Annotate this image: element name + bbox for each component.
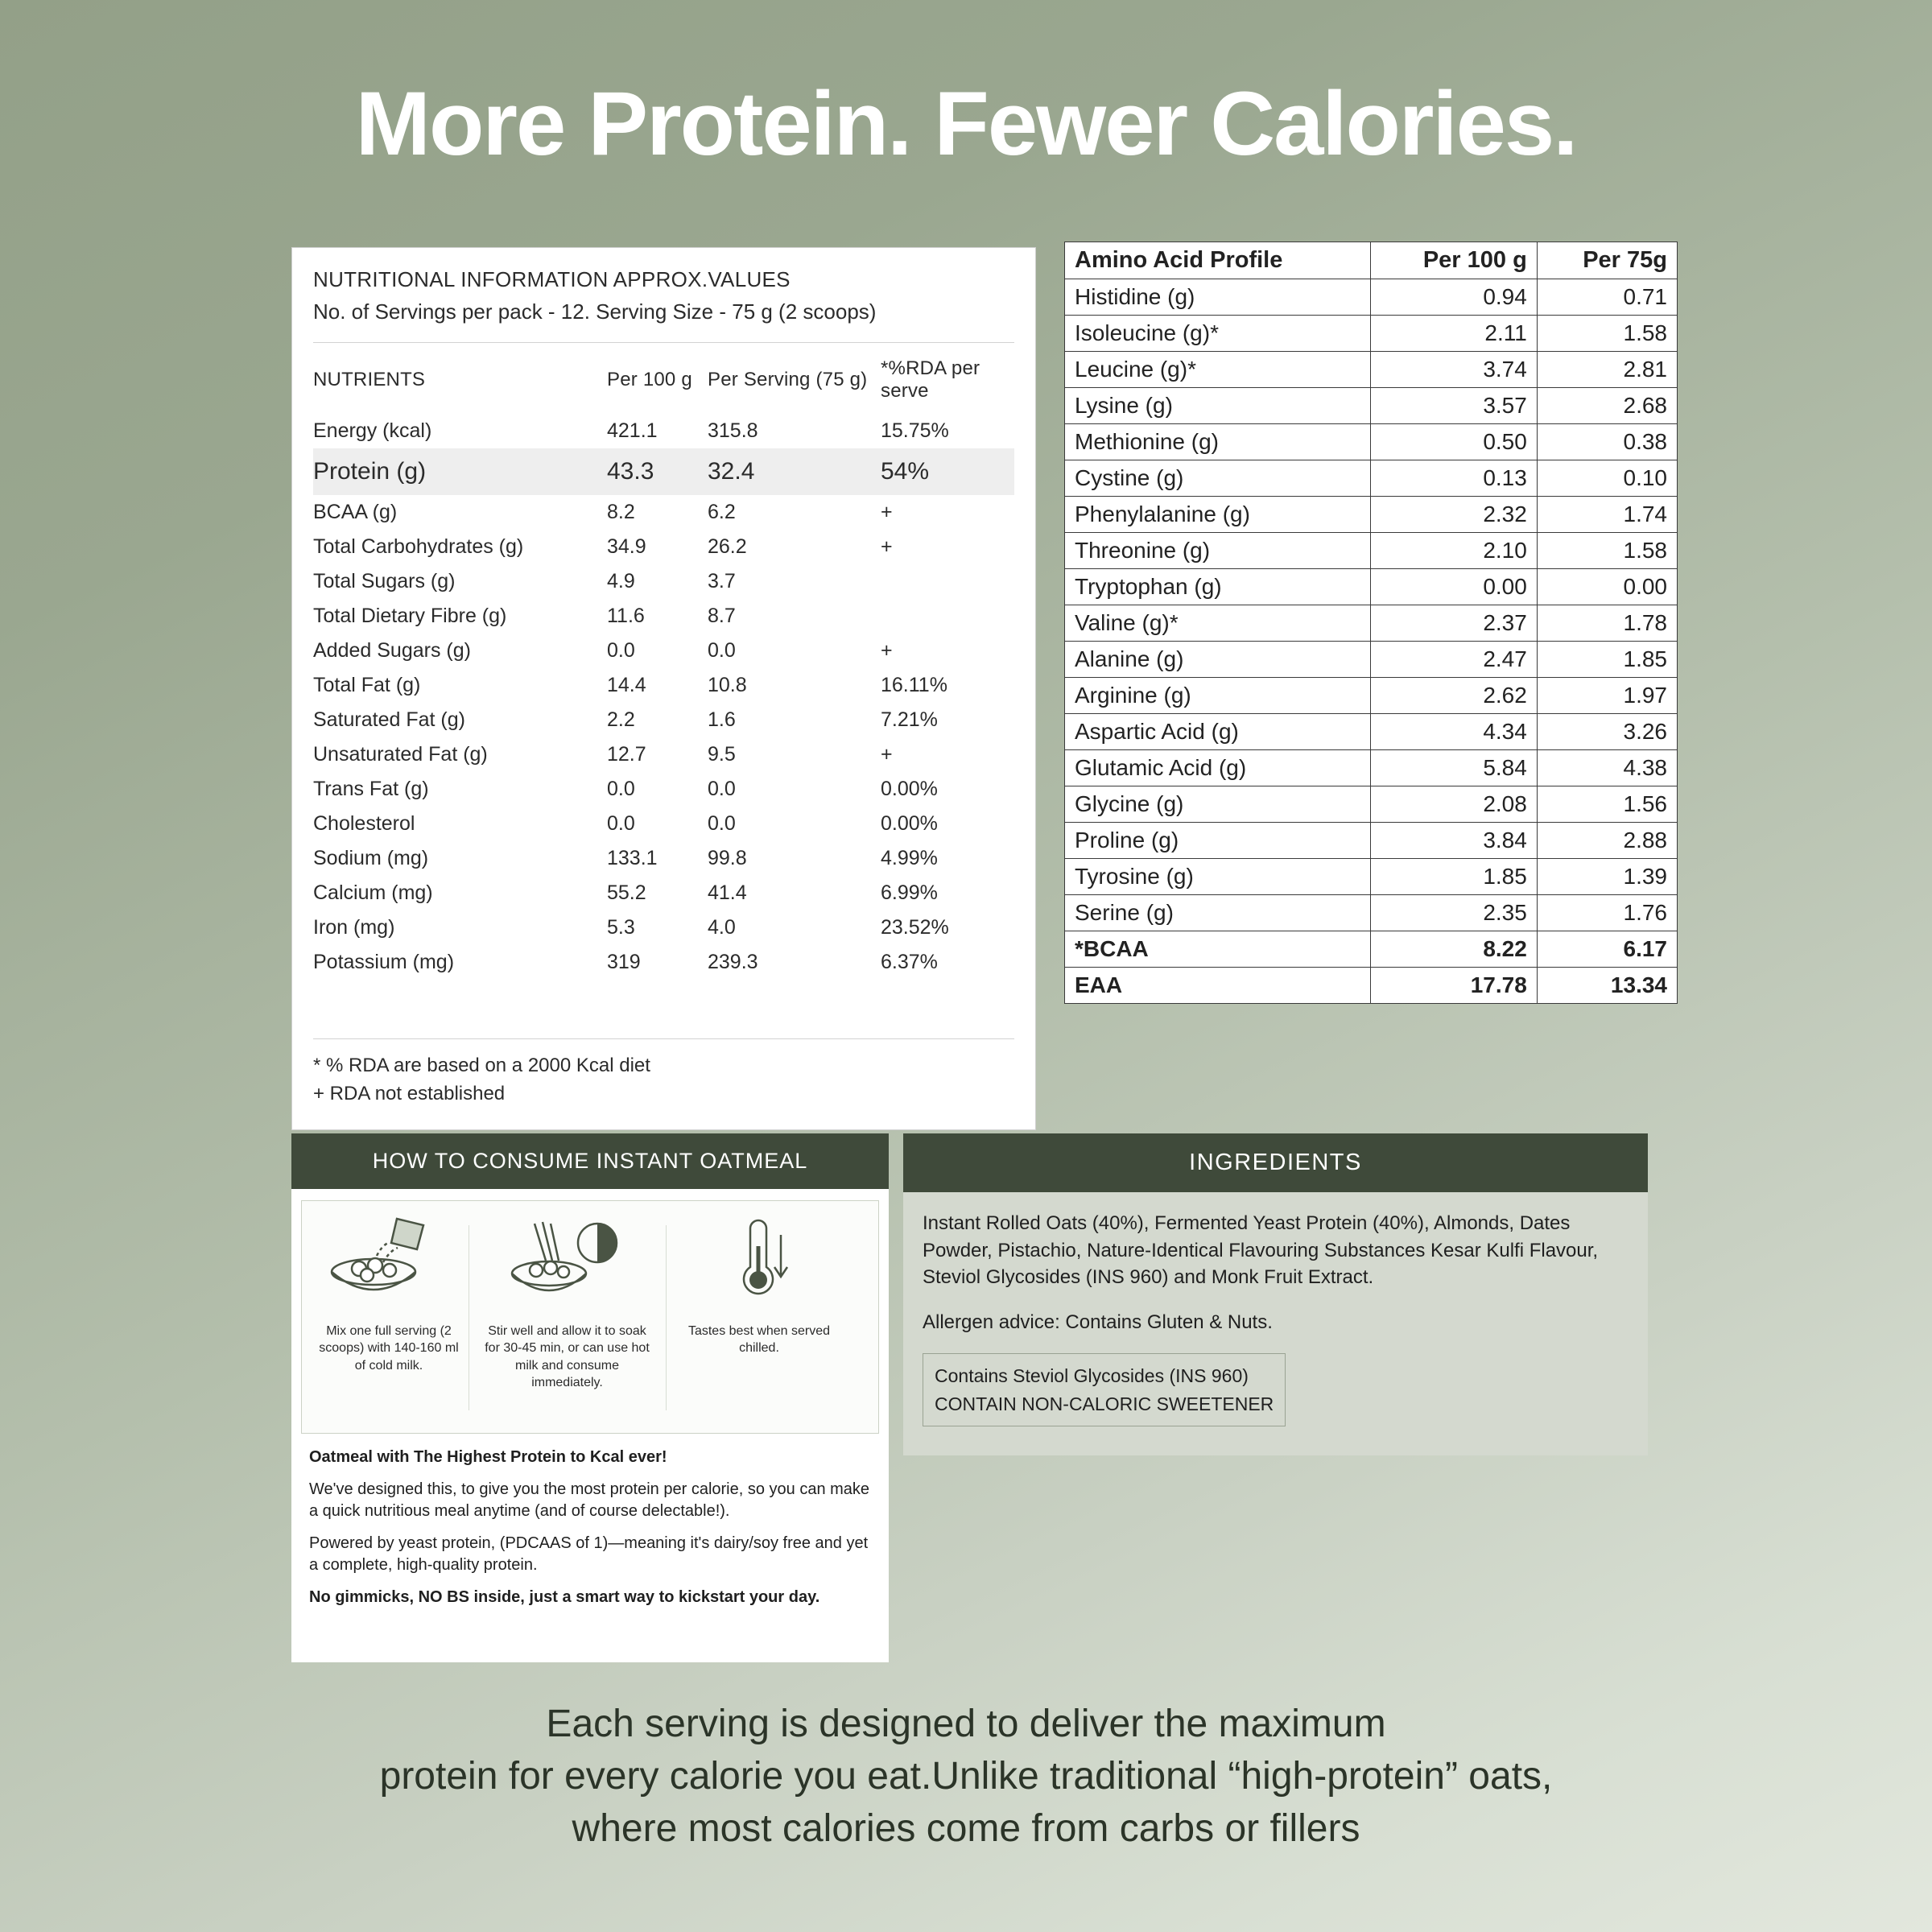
- table-row: [1065, 859, 1678, 895]
- nutrient-name: Energy (kcal): [313, 419, 432, 442]
- amino-per-100g: 2.35: [1371, 895, 1538, 931]
- nutrient-rda: 0.00%: [881, 778, 938, 800]
- amino-name: Arginine (g): [1065, 678, 1371, 714]
- table-row: [1065, 279, 1678, 316]
- step-item: [316, 1214, 461, 1374]
- ingredients-header: INGREDIENTS: [903, 1133, 1648, 1192]
- amino-per-75g: 1.85: [1537, 642, 1677, 678]
- table-row: [313, 634, 1014, 668]
- amino-name: *BCAA: [1065, 931, 1371, 968]
- nutrient-name: Total Fat (g): [313, 674, 421, 696]
- col-amino-per75: Per 75g: [1537, 242, 1677, 279]
- col-amino-profile: Amino Acid Profile: [1065, 242, 1371, 279]
- howto-paragraph: Powered by yeast protein, (PDCAAS of 1)—meaning it's dairy/soy free and yet a complete, high-quality protein.: [309, 1534, 869, 1574]
- table-row: [1065, 388, 1678, 424]
- nutrient-rda: +: [881, 743, 893, 766]
- amino-per-75g: 0.00: [1537, 569, 1677, 605]
- amino-per-75g: 1.58: [1537, 533, 1677, 569]
- nutrient-rda: 6.37%: [881, 951, 938, 973]
- page-title: More Protein. Fewer Calories.: [355, 73, 1577, 174]
- table-row: [1065, 823, 1678, 859]
- nutrient-per-100g: 14.4: [607, 674, 646, 696]
- nutrient-per-100g: 8.2: [607, 501, 635, 523]
- amino-per-75g: 1.74: [1537, 497, 1677, 533]
- nutrient-per-100g: 0.0: [607, 812, 635, 835]
- howto-paragraph: No gimmicks, NO BS inside, just a smart way to kickstart your day.: [309, 1588, 820, 1606]
- amino-per-100g: 8.22: [1371, 931, 1538, 968]
- footer-line: Each serving is designed to deliver the maximum: [546, 1703, 1386, 1745]
- ingredients-panel: [903, 1133, 1648, 1455]
- ingredients-list: Instant Rolled Oats (40%), Fermented Yeast Protein (40%), Almonds, Dates Powder, Pistachio, Nature-Identical Flavouring Substances Kesar Kulfi Flavour, Steviol Glycosides (INS 960) and Monk Fruit Extract.: [923, 1212, 1599, 1289]
- nutrition-panel: [291, 247, 1036, 1130]
- amino-per-100g: 0.00: [1371, 569, 1538, 605]
- nutrient-per-serving: 0.0: [708, 812, 736, 835]
- amino-per-75g: 2.68: [1537, 388, 1677, 424]
- amino-name: Phenylalanine (g): [1065, 497, 1371, 533]
- amino-per-100g: 0.13: [1371, 460, 1538, 497]
- amino-per-100g: 17.78: [1371, 968, 1538, 1004]
- thermometer-cold-icon: [691, 1214, 828, 1311]
- amino-per-100g: 1.85: [1371, 859, 1538, 895]
- allergen-advice: Allergen advice: Contains Gluten & Nuts.: [923, 1311, 1273, 1333]
- nutrient-rda: 0.00%: [881, 812, 938, 835]
- amino-name: Valine (g)*: [1065, 605, 1371, 642]
- amino-name: Glycine (g): [1065, 786, 1371, 823]
- table-row: [1065, 316, 1678, 352]
- amino-header-row: [1065, 242, 1678, 279]
- table-row: [1065, 569, 1678, 605]
- nutrient-per-serving: 26.2: [708, 535, 747, 558]
- nutrient-per-100g: 43.3: [607, 448, 708, 495]
- footer-text: [0, 1699, 1932, 1855]
- nutrition-title: NUTRITIONAL INFORMATION APPROX.VALUES: [313, 267, 791, 291]
- step-item: [679, 1214, 840, 1357]
- nutrient-rda: [881, 564, 1014, 599]
- table-row: [1065, 352, 1678, 388]
- step-item: [481, 1214, 654, 1392]
- nutrient-name: BCAA (g): [313, 501, 398, 523]
- sweetener-note-line1: Contains Steviol Glycosides (INS 960): [935, 1365, 1249, 1387]
- amino-per-100g: 2.10: [1371, 533, 1538, 569]
- nutrient-per-100g: 5.3: [607, 916, 635, 939]
- nutrient-rda: 54%: [881, 448, 1014, 495]
- footnote-plus: + RDA not established: [313, 1083, 506, 1105]
- col-per-serving: Per Serving (75 g): [708, 369, 868, 390]
- amino-per-100g: 2.11: [1371, 316, 1538, 352]
- step-divider: [666, 1225, 667, 1410]
- nutrition-subtitle: No. of Servings per pack - 12. Serving Size - 75 g (2 scoops): [313, 299, 877, 324]
- col-per100: Per 100 g: [607, 369, 692, 390]
- amino-acid-panel: [1064, 242, 1678, 1004]
- amino-name: Lysine (g): [1065, 388, 1371, 424]
- amino-name: Threonine (g): [1065, 533, 1371, 569]
- table-row: [1065, 424, 1678, 460]
- table-row: [1065, 786, 1678, 823]
- amino-name: Histidine (g): [1065, 279, 1371, 316]
- nutrient-rda: 16.11%: [881, 674, 947, 696]
- table-row: [313, 668, 1014, 703]
- table-row: [1065, 714, 1678, 750]
- table-row: [313, 910, 1014, 945]
- table-row: [313, 737, 1014, 772]
- amino-per-100g: 3.84: [1371, 823, 1538, 859]
- howto-paragraph: Oatmeal with The Highest Protein to Kcal ever!: [309, 1448, 667, 1466]
- nutrient-per-100g: 133.1: [607, 847, 658, 869]
- table-row: [1065, 678, 1678, 714]
- nutrient-per-serving: 0.0: [708, 639, 736, 662]
- how-to-consume-panel: [291, 1133, 889, 1662]
- col-amino-per100: Per 100 g: [1371, 242, 1538, 279]
- table-row: [313, 807, 1014, 841]
- footnote-rda: * % RDA are based on a 2000 Kcal diet: [313, 1055, 650, 1077]
- nutrient-per-serving: 41.4: [708, 881, 747, 904]
- amino-per-75g: 0.10: [1537, 460, 1677, 497]
- amino-per-100g: 3.74: [1371, 352, 1538, 388]
- amino-per-75g: 0.38: [1537, 424, 1677, 460]
- amino-acid-table: [1064, 242, 1678, 1004]
- amino-per-100g: 2.47: [1371, 642, 1538, 678]
- amino-per-75g: 2.81: [1537, 352, 1677, 388]
- nutrient-per-serving: 8.7: [708, 605, 736, 627]
- ingredients-body: [903, 1192, 1648, 1426]
- amino-per-100g: 4.34: [1371, 714, 1538, 750]
- nutrient-rda: +: [881, 535, 893, 558]
- table-row: [313, 876, 1014, 910]
- nutrient-rda: +: [881, 639, 893, 662]
- nutrient-name: Total Dietary Fibre (g): [313, 605, 507, 627]
- nutrient-per-100g: 4.9: [607, 570, 635, 592]
- table-row: [313, 448, 1014, 495]
- nutrient-per-100g: 34.9: [607, 535, 646, 558]
- col-rda: *%RDA per serve: [881, 357, 980, 402]
- nutrient-name: Total Sugars (g): [313, 570, 456, 592]
- amino-per-75g: 1.56: [1537, 786, 1677, 823]
- nutrient-name: Unsaturated Fat (g): [313, 743, 488, 766]
- amino-per-75g: 13.34: [1537, 968, 1677, 1004]
- amino-per-75g: 4.38: [1537, 750, 1677, 786]
- nutrient-name: Trans Fat (g): [313, 778, 429, 800]
- nutrient-rda: [881, 599, 1014, 634]
- table-row: [1065, 642, 1678, 678]
- step-caption: Mix one full serving (2 scoops) with 140-160 ml of cold milk.: [319, 1323, 459, 1373]
- nutrient-per-serving: 99.8: [708, 847, 747, 869]
- footer-line: protein for every calorie you eat.Unlike traditional “high-protein” oats,: [379, 1754, 1553, 1798]
- amino-name: Proline (g): [1065, 823, 1371, 859]
- howto-paragraph: We've designed this, to give you the most protein per calorie, so you can make a quick nutritious meal anytime (and of course delectable!).: [309, 1480, 870, 1520]
- nutrient-per-serving: 0.0: [708, 778, 736, 800]
- nutrient-rda: 23.52%: [881, 916, 949, 939]
- amino-name: Leucine (g)*: [1065, 352, 1371, 388]
- nutrient-name: Calcium (mg): [313, 881, 433, 904]
- nutrient-per-100g: 0.0: [607, 778, 635, 800]
- amino-per-100g: 0.50: [1371, 424, 1538, 460]
- how-to-text: [291, 1434, 889, 1608]
- amino-name: EAA: [1065, 968, 1371, 1004]
- table-row: [1065, 750, 1678, 786]
- sweetener-note-line2: CONTAIN NON-CALORIC SWEETENER: [935, 1393, 1274, 1414]
- amino-per-75g: 1.76: [1537, 895, 1677, 931]
- nutrient-per-100g: 12.7: [607, 743, 646, 766]
- amino-name: Methionine (g): [1065, 424, 1371, 460]
- amino-name: Aspartic Acid (g): [1065, 714, 1371, 750]
- table-row: [1065, 497, 1678, 533]
- stir-bowl-clock-icon: [499, 1214, 636, 1311]
- amino-per-75g: 1.78: [1537, 605, 1677, 642]
- nutrient-per-100g: 421.1: [607, 419, 658, 442]
- nutrient-per-serving: 9.5: [708, 743, 736, 766]
- nutrient-name: Iron (mg): [313, 916, 395, 939]
- amino-per-100g: 0.94: [1371, 279, 1538, 316]
- how-to-steps: [301, 1200, 879, 1434]
- table-row: [1065, 460, 1678, 497]
- table-row: [1065, 605, 1678, 642]
- nutrient-per-serving: 239.3: [708, 951, 758, 973]
- nutrient-per-100g: 2.2: [607, 708, 635, 731]
- amino-per-100g: 2.37: [1371, 605, 1538, 642]
- step-caption: Stir well and allow it to soak for 30-45 min, or can use hot milk and consume immediately.: [485, 1323, 650, 1390]
- amino-per-75g: 1.58: [1537, 316, 1677, 352]
- table-row: [1065, 895, 1678, 931]
- nutrient-rda: 7.21%: [881, 708, 938, 731]
- nutrient-rda: 6.99%: [881, 881, 938, 904]
- table-row: [313, 564, 1014, 599]
- amino-per-75g: 6.17: [1537, 931, 1677, 968]
- nutrient-name: Sodium (mg): [313, 847, 429, 869]
- table-header-row: [313, 343, 1014, 414]
- amino-per-100g: 5.84: [1371, 750, 1538, 786]
- nutrient-name: Cholesterol: [313, 812, 415, 835]
- amino-per-100g: 2.32: [1371, 497, 1538, 533]
- table-row: [1065, 533, 1678, 569]
- amino-per-75g: 2.88: [1537, 823, 1677, 859]
- nutrient-per-serving: 10.8: [708, 674, 747, 696]
- bowl-with-scoop-icon: [320, 1214, 457, 1311]
- amino-name: Alanine (g): [1065, 642, 1371, 678]
- table-row: [313, 495, 1014, 530]
- nutrient-per-100g: 319: [607, 951, 641, 973]
- how-to-consume-header: HOW TO CONSUME INSTANT OATMEAL: [291, 1133, 889, 1189]
- table-row: [313, 703, 1014, 737]
- nutrient-rda: 4.99%: [881, 847, 938, 869]
- nutrient-rda: +: [881, 501, 893, 523]
- amino-name: Isoleucine (g)*: [1065, 316, 1371, 352]
- footer-line: where most calories come from carbs or fillers: [572, 1806, 1360, 1850]
- table-row: [1065, 968, 1678, 1004]
- amino-per-75g: 0.71: [1537, 279, 1677, 316]
- nutrition-table: [313, 343, 1014, 980]
- amino-name: Serine (g): [1065, 895, 1371, 931]
- nutrient-per-100g: 0.0: [607, 639, 635, 662]
- nutrient-per-serving: 32.4: [708, 448, 881, 495]
- table-row: [313, 841, 1014, 876]
- amino-name: Tryptophan (g): [1065, 569, 1371, 605]
- footnotes: [313, 1052, 650, 1108]
- amino-per-100g: 3.57: [1371, 388, 1538, 424]
- nutrient-per-100g: 11.6: [607, 605, 645, 627]
- nutrient-name: Total Carbohydrates (g): [313, 535, 524, 558]
- table-row: [313, 530, 1014, 564]
- amino-per-100g: 2.62: [1371, 678, 1538, 714]
- table-row: [313, 599, 1014, 634]
- nutrient-name: Saturated Fat (g): [313, 708, 465, 731]
- amino-per-100g: 2.08: [1371, 786, 1538, 823]
- nutrient-per-serving: 3.7: [708, 570, 736, 592]
- amino-name: Glutamic Acid (g): [1065, 750, 1371, 786]
- amino-name: Tyrosine (g): [1065, 859, 1371, 895]
- table-row: [313, 772, 1014, 807]
- col-nutrients: NUTRIENTS: [313, 369, 426, 390]
- amino-per-75g: 3.26: [1537, 714, 1677, 750]
- table-row: [1065, 931, 1678, 968]
- nutrient-per-serving: 4.0: [708, 916, 736, 939]
- nutrient-per-100g: 55.2: [607, 881, 646, 904]
- amino-per-75g: 1.39: [1537, 859, 1677, 895]
- table-row: [313, 414, 1014, 448]
- footnote-divider: [313, 1038, 1014, 1039]
- amino-name: Cystine (g): [1065, 460, 1371, 497]
- amino-per-75g: 1.97: [1537, 678, 1677, 714]
- nutrient-per-serving: 6.2: [708, 501, 736, 523]
- sweetener-note: [923, 1353, 1286, 1426]
- nutrient-rda: 15.75%: [881, 419, 949, 442]
- nutrient-per-serving: 1.6: [708, 708, 736, 731]
- nutrient-name: Protein (g): [313, 448, 607, 495]
- step-caption: Tastes best when served chilled.: [687, 1323, 831, 1356]
- table-row: [313, 945, 1014, 980]
- nutrient-name: Added Sugars (g): [313, 639, 471, 662]
- nutrient-name: Potassium (mg): [313, 951, 455, 973]
- nutrient-per-serving: 315.8: [708, 419, 758, 442]
